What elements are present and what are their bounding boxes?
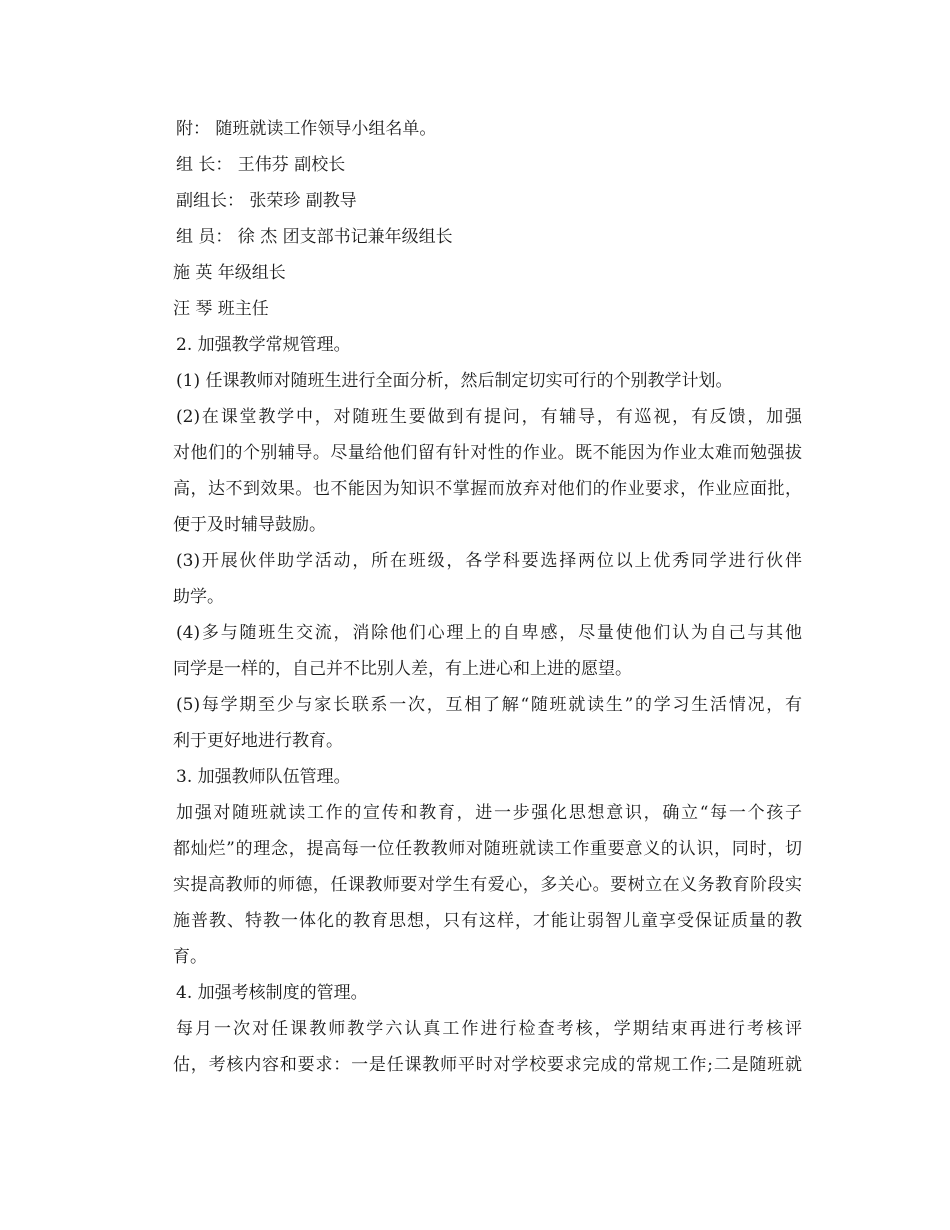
paragraph-line: 高，达不到效果。也不能因为知识不掌握而放弃对他们的作业要求，作业应面批，: [173, 479, 802, 499]
paragraph-line: (1) 任课教师对随班生进行全面分析，然后制定切实可行的个别教学计划。: [176, 371, 733, 391]
paragraph-line: 实提高教师的师德，任课教师要对学生有爱心，多关心。要树立在义务教育阶段实: [173, 875, 802, 895]
paragraph-line: 育。: [173, 947, 207, 967]
paragraph-line: 都灿烂”的理念，提高每一位任教教师对随班就读工作重要意义的认识，同时，切: [173, 839, 802, 859]
section-heading-4: 4. 加强考核制度的管理。: [176, 983, 368, 1003]
group-leader: 组 长： 王伟芬 副校长: [176, 155, 346, 175]
document-body: [173, 111, 802, 1083]
paragraph-line: (2)在课堂教学中，对随班生要做到有提问，有辅导，有巡视，有反馈，加强: [176, 407, 802, 427]
paragraph-line: (4)多与随班生交流，消除他们心理上的自卑感，尽量使他们认为自己与其他: [176, 623, 802, 643]
group-member-1: 组 员： 徐 杰 团支部书记兼年级组长: [176, 227, 453, 247]
paragraph-line: (3)开展伙伴助学活动，所在班级，各学科要选择两位以上优秀同学进行伙伴: [176, 551, 802, 571]
paragraph-line: 利于更好地进行教育。: [173, 731, 343, 751]
paragraph-line: 助学。: [173, 587, 224, 607]
paragraph-line: 便于及时辅导鼓励。: [173, 515, 326, 535]
paragraph-line: 施普教、特教一体化的教育思想，只有这样，才能让弱智儿童享受保证质量的教: [173, 911, 802, 931]
section-heading-2: 2. 加强教学常规管理。: [176, 335, 351, 355]
section-heading-3: 3. 加强教师队伍管理。: [176, 767, 351, 787]
paragraph-line: 同学是一样的，自己并不比别人差，有上进心和上进的愿望。: [173, 659, 632, 679]
paragraph-line: 对他们的个别辅导。尽量给他们留有针对性的作业。既不能因为作业太难而勉强拔: [173, 443, 802, 463]
deputy-group-leader: 副组长： 张荣珍 副教导: [176, 191, 357, 211]
group-member-2: 施 英 年级组长: [173, 263, 286, 283]
paragraph-line: (5)每学期至少与家长联系一次，互相了解“随班就读生”的学习生活情况，有: [176, 695, 802, 715]
paragraph-line: 估，考核内容和要求：一是任课教师平时对学校要求完成的常规工作;二是随班就: [173, 1055, 802, 1075]
paragraph-line: 加强对随班就读工作的宣传和教育，进一步强化思想意识，确立“每一个孩子: [176, 803, 802, 823]
group-member-3: 汪 琴 班主任: [173, 299, 269, 319]
paragraph-line: 每月一次对任课教师教学六认真工作进行检查考核，学期结束再进行考核评: [176, 1019, 802, 1039]
attachment-title: 附： 随班就读工作领导小组名单。: [176, 119, 437, 139]
